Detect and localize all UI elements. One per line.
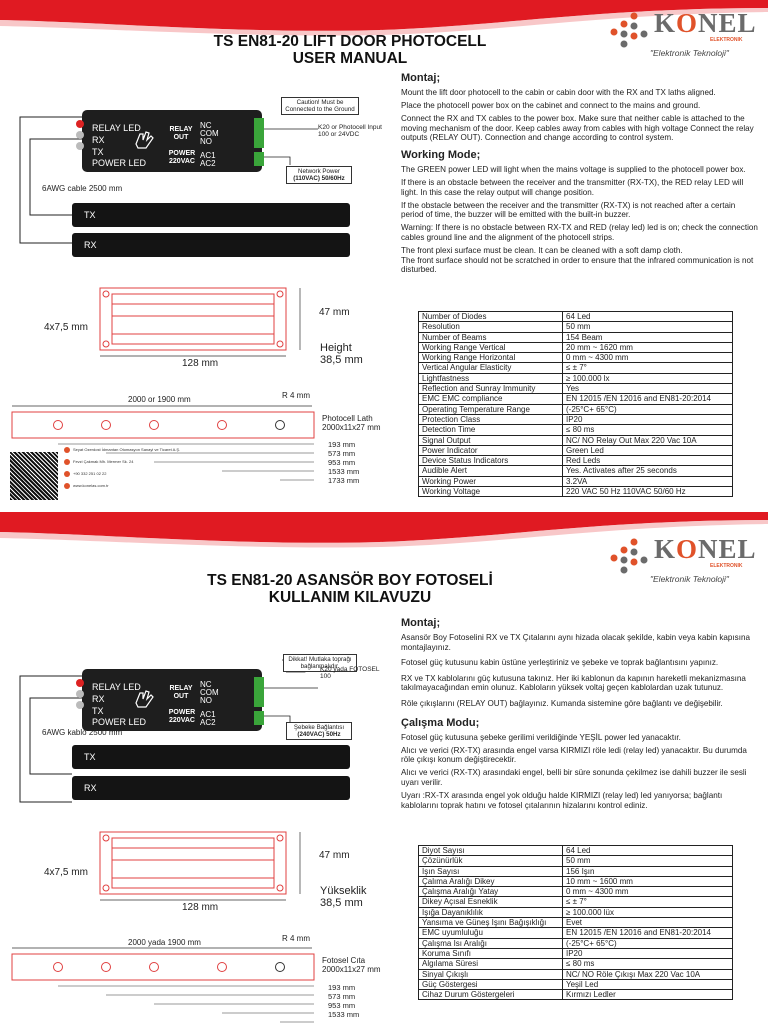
offset-1533: 1533 mm: [328, 1010, 360, 1019]
spec-value-cell: EN 12015 /EN 12016 and EN81-20:2014: [563, 394, 733, 404]
spec-value-cell: Yes. Activates after 25 seconds: [563, 466, 733, 476]
ac2-label: AC2: [200, 718, 216, 727]
spec-name-cell: Güç Göstergesi: [419, 979, 563, 989]
table-row: [419, 979, 733, 989]
spec-name-cell: Reflection and Sunray Immunity: [419, 384, 563, 394]
spec-value-cell: ≤ 80 ms: [563, 425, 733, 435]
relay-led-label: RELAY LED: [92, 123, 141, 133]
table-row: [419, 856, 733, 866]
terminal-block-icon: [254, 677, 264, 725]
table-row: [419, 353, 733, 363]
table-row: [419, 414, 733, 424]
montaj-heading: Montaj;: [401, 72, 441, 84]
spec-value-cell: ≥ 100.000 lx: [563, 373, 733, 383]
width-label: 128 mm: [182, 902, 219, 913]
offset-1733: 1733 mm: [328, 476, 360, 485]
spec-table: [418, 845, 733, 1000]
table-row: [419, 487, 733, 497]
table-row: [419, 846, 733, 856]
offset-list: [328, 983, 359, 1019]
tx-bar: TX: [72, 745, 350, 769]
footer-company: Seyat Ozerdost İdmantan Otomasyon Sanayi ve Ticaret A.Ş.: [64, 447, 218, 453]
spec-value-cell: NC/ NO Relay Out Max 220 Vac 10A: [563, 435, 733, 445]
offset-953: 953 mm: [328, 1001, 356, 1010]
spec-value-cell: 0 mm ~ 4300 mm: [563, 887, 733, 897]
page-title: [200, 33, 500, 67]
table-row: [419, 404, 733, 414]
paragraph: Alıcı ve verici (RX-TX) arasındaki engel, belli bir süre sonunda çekilmez ise dahili buzzer ile sesli uyarı verilir.: [401, 768, 747, 787]
hole-size-label: 4x7,5 mm: [44, 322, 88, 333]
paragraph: The front plexi surface must be clean. It can be cleaned with a soft damp cloth.: [401, 246, 683, 256]
spec-name-cell: Lightfastness: [419, 373, 563, 383]
spec-value-cell: ≥ 100.000 lüx: [563, 907, 733, 917]
spec-value-cell: 10 mm ~ 1600 mm: [563, 876, 733, 886]
title-line-2: KULLANIM KILAVUZU: [268, 589, 432, 606]
tx-label: TX: [92, 706, 104, 716]
logo-dots-icon: [604, 10, 650, 50]
spec-value-cell: 20 mm ~ 1620 mm: [563, 342, 733, 352]
network-power-box: [286, 722, 352, 740]
depth-label: 47 mm: [319, 307, 350, 318]
table-row: [419, 969, 733, 979]
network-power-label: Şebeke Bağlantısı: [293, 724, 345, 731]
table-row: [419, 476, 733, 486]
spec-value-cell: 50 mm: [563, 856, 733, 866]
spec-value-cell: Yeşil Led: [563, 979, 733, 989]
radius-label: R 4 mm: [282, 391, 310, 400]
connector-leds-icon: [72, 677, 86, 713]
paragraph: The GREEN power LED will light when the mains voltage is supplied to the photocell power box.: [401, 164, 746, 174]
working-mode-heading: Çalışma Modu;: [401, 716, 480, 729]
spec-name-cell: Number of Diodes: [419, 312, 563, 322]
table-row: [419, 990, 733, 1000]
table-row: [419, 363, 733, 373]
no-label: NO: [200, 696, 212, 705]
spec-name-cell: Diyot Sayısı: [419, 846, 563, 856]
paragraph: If there is an obstacle between the receiver and the transmitter (RX-TX), the RED relay LED will light. In this case the relay output will change position.: [401, 178, 744, 197]
table-row: [419, 907, 733, 917]
height-label: Height: [320, 342, 352, 354]
spec-value-cell: 50 mm: [563, 322, 733, 332]
paragraph: Fotosel güç kutusunu kabin üstüne yerleştiriniz ve şebeke ve toprak bağlantısını yapınız.: [401, 658, 719, 668]
table-row: [419, 887, 733, 897]
network-power-box: [286, 166, 352, 184]
controller-box: [82, 110, 262, 172]
paragraph: Röle çıkışlarını (RELAY OUT) bağlayınız. Kumanda sistemine göre bağlantı ve değişebilir.: [401, 698, 723, 708]
table-row: [419, 435, 733, 445]
spec-name-cell: Çözünürlük: [419, 856, 563, 866]
paragraph: Place the photocell power box on the cabinet and connect to the mains and ground.: [401, 101, 701, 111]
ac1-label: AC1: [200, 151, 216, 160]
spec-name-cell: Resolution: [419, 322, 563, 332]
spec-name-cell: Işığa Dayanıklılık: [419, 907, 563, 917]
box-dimension-drawing: [90, 284, 320, 364]
spec-value-cell: (-25°C+ 65°C): [563, 404, 733, 414]
spec-value-cell: IP20: [563, 414, 733, 424]
spec-name-cell: Working Power: [419, 476, 563, 486]
table-row: [419, 342, 733, 352]
lath-label-group: [322, 956, 381, 974]
konel-logo: [604, 534, 757, 594]
rx-label: RX: [92, 135, 105, 145]
spec-name-cell: Operating Temperature Range: [419, 404, 563, 414]
offset-573: 573 mm: [328, 992, 356, 1001]
title-line-2: USER MANUAL: [292, 50, 408, 67]
controller-box: [82, 669, 262, 731]
tx-label: TX: [92, 147, 104, 157]
spec-name-cell: Device Status Indicators: [419, 456, 563, 466]
spec-value-cell: ≤ 80 ms: [563, 959, 733, 969]
spec-name-cell: Detection Time: [419, 425, 563, 435]
table-row: [419, 928, 733, 938]
nc-label: NC: [200, 680, 212, 689]
company-footer: [64, 447, 218, 503]
logo-name: KONEL: [654, 8, 757, 38]
spec-name-cell: Yansıma ve Güneş Işını Bağışıklığı: [419, 918, 563, 928]
table-row: [419, 897, 733, 907]
title-line-1: TS EN81-20 LIFT DOOR PHOTOCELL: [213, 33, 487, 50]
radius-label: R 4 mm: [282, 934, 310, 943]
spec-name-cell: Number of Beams: [419, 332, 563, 342]
height-label: Yükseklik: [320, 885, 367, 897]
spec-name-cell: Working Voltage: [419, 487, 563, 497]
offset-193: 193 mm: [328, 440, 356, 449]
spec-value-cell: IP20: [563, 948, 733, 958]
paragraph: RX ve TX kablolarını güç kutusuna takınız. Her iki kablonun da kapının hareketli mekanizmasına takılmayacağından emin olunuz. Kabloların yüksek voltaj geçen kablolardan uzak tutunuz.: [401, 673, 746, 693]
spec-name-cell: Signal Output: [419, 435, 563, 445]
paragraph: Uyarı :RX-TX arasında engel yok olduğu halde KIRMIZI (relay led) led yanıyorsa; bağlantı kablolarını toprak hatını ve fotosel çıtalarının hizalarını kontrol ediniz.: [401, 791, 723, 810]
com-label: COM: [200, 688, 219, 697]
spec-value-cell: 0 mm ~ 4300 mm: [563, 353, 733, 363]
title-line-1: TS EN81-20 ASANSÖR BOY FOTOSELİ: [207, 572, 493, 589]
lath-length-label: 2000 or 1900 mm: [128, 395, 191, 404]
com-label: COM: [200, 129, 219, 138]
spec-value-cell: 220 VAC 50 Hz 110VAC 50/60 Hz: [563, 487, 733, 497]
offset-953: 953 mm: [328, 458, 356, 467]
paragraph: If the obstacle between the receiver and the transmitter (RX-TX) is not reached after a certain period of time, the buzzer will be emitted with the built-in buzzer.: [401, 200, 736, 220]
k20-label: K20 yada FOTOSEL 100: [320, 666, 380, 680]
spec-value-cell: Evet: [563, 918, 733, 928]
lath-size: 2000x11x27 mm: [322, 965, 381, 974]
spec-name-cell: EMC EMC compliance: [419, 394, 563, 404]
ground-warning: Dikkat! Mutlaka toprağı bağlanmalıdır.: [283, 654, 357, 672]
paragraph: Fotosel güç kutusuna şebeke gerilimi verildiğinde YEŞİL power led yanacaktır.: [401, 732, 681, 742]
table-row: [419, 384, 733, 394]
width-label: 128 mm: [182, 358, 219, 369]
spec-name-cell: Vertical Angular Elasticity: [419, 363, 563, 373]
relay-out-label: RELAY OUT: [169, 685, 193, 700]
logo-dots-icon: [604, 536, 650, 576]
nc-label: NC: [200, 121, 212, 130]
table-row: [419, 445, 733, 455]
spec-value-cell: 3.2VA: [563, 476, 733, 486]
terminal-block-icon: [254, 118, 264, 166]
power-led-label: POWER LED: [92, 158, 147, 168]
spec-value-cell: 154 Beam: [563, 332, 733, 342]
offset-573: 573 mm: [328, 449, 356, 458]
spec-name-cell: Sinyal Çıkışlı: [419, 969, 563, 979]
ground-warning: Caution! Must be Connected to the Ground: [281, 97, 359, 115]
rx-bar: RX: [72, 776, 350, 800]
hand-icon: [132, 687, 156, 711]
paragraph: Mount the lift door photocell to the cabin or cabin door with the RX and TX laths aligned.: [401, 88, 716, 97]
konel-logo: [604, 8, 757, 68]
spec-value-cell: Kırmızı Ledler: [563, 990, 733, 1000]
lath-size: 2000x11x27 mm: [322, 423, 381, 432]
logo-slogan: "Elektronik Teknoloji": [650, 48, 729, 58]
footer-phone: +90 332 251 02 22: [64, 471, 218, 477]
k20-label: K20 or Photocell Input 100 or 24VDC: [318, 124, 382, 138]
spec-name-cell: Çalışma Aralığı Yatay: [419, 887, 563, 897]
lath-label: Photocell Lath: [322, 414, 373, 423]
hand-icon: [132, 128, 156, 152]
working-mode-heading: Working Mode;: [401, 148, 481, 161]
network-power-value: (240VAC) 50Hz: [297, 731, 341, 738]
logo-sub: ELEKTRONIK: [710, 37, 743, 43]
spec-name-cell: Protection Class: [419, 414, 563, 424]
table-row: [419, 866, 733, 876]
power-220-label: POWER 220VAC: [168, 150, 196, 165]
table-row: [419, 466, 733, 476]
spec-value-cell: 64 Led: [563, 846, 733, 856]
offset-193: 193 mm: [328, 983, 356, 992]
qr-code-icon: [10, 452, 58, 500]
spec-value-cell: Yes: [563, 384, 733, 394]
instructions-column: [401, 72, 759, 278]
height-dimension: [320, 342, 363, 366]
power-led-label: POWER LED: [92, 717, 147, 727]
spec-value-cell: ≤ ± 7°: [563, 363, 733, 373]
lath-label: Fotosel Cıta: [322, 956, 366, 965]
cable-label: 6AWG kablo 2500 mm: [42, 728, 123, 737]
network-power-value: (110VAC) 50/60Hz: [293, 175, 345, 182]
spec-value-cell: (-25°C+ 65°C): [563, 938, 733, 948]
network-power-label: Network Power: [298, 168, 340, 175]
table-row: [419, 948, 733, 958]
paragraph: Warning: If there is no obstacle between RX-TX and RED (relay led) led is on; check the connection cables ground line and the alignment of the photocell strips.: [401, 223, 758, 243]
spec-value-cell: 156 Işın: [563, 866, 733, 876]
spec-value-cell: ≤ ± 7°: [563, 897, 733, 907]
spec-name-cell: Dikey Açısal Esneklik: [419, 897, 563, 907]
table-row: [419, 456, 733, 466]
spec-name-cell: Audible Alert: [419, 466, 563, 476]
spec-name-cell: Working Range Horizontal: [419, 353, 563, 363]
ac1-label: AC1: [200, 710, 216, 719]
table-row: [419, 938, 733, 948]
depth-label: 47 mm: [319, 850, 350, 861]
footer-web: www.konelas.com.tr: [64, 483, 218, 489]
height-value: 38,5 mm: [320, 897, 363, 909]
spec-value-cell: Green Led: [563, 445, 733, 455]
footer-address: Fevzi Çakmak Mh. Mermer Sk. 24: [64, 459, 218, 465]
offset-list: [328, 440, 359, 485]
spec-name-cell: EMC uyumluluğu: [419, 928, 563, 938]
table-row: [419, 425, 733, 435]
table-row: [419, 373, 733, 383]
no-label: NO: [200, 137, 212, 146]
rx-bar: RX: [72, 233, 350, 257]
lath-drawing: [8, 946, 318, 1024]
spec-value-cell: NC/ NO Röle Çıkışı Max 220 Vac 10A: [563, 969, 733, 979]
height-dimension: [320, 885, 366, 909]
spec-name-cell: Working Range Vertical: [419, 342, 563, 352]
table-row: [419, 394, 733, 404]
montaj-heading: Montaj;: [401, 617, 441, 629]
spec-table: [418, 311, 733, 497]
relay-out-label: RELAY OUT: [169, 126, 193, 141]
spec-value-cell: 64 Led: [563, 312, 733, 322]
hole-size-label: 4x7,5 mm: [44, 867, 88, 878]
spec-value-cell: EN 12015 /EN 12016 and EN81-20:2014: [563, 928, 733, 938]
box-dimension-drawing: [90, 828, 320, 908]
rx-label: RX: [92, 694, 105, 704]
offset-1533: 1533 mm: [328, 467, 360, 476]
cable-label: 6AWG cable 2500 mm: [42, 184, 123, 193]
table-row: [419, 876, 733, 886]
spec-name-cell: Cihaz Durum Göstergeleri: [419, 990, 563, 1000]
manual-page-tr: [0, 512, 768, 1024]
relay-led-label: RELAY LED: [92, 682, 141, 692]
paragraph: Connect the RX and TX cables to the power box. Make sure that neither cable is attached to the moving mechanism of the door. Keep cables away from cables with high voltage Connect the relay outputs (RELAY OUT). Connection and change according to control system.: [401, 114, 754, 143]
connector-leds-icon: [72, 118, 86, 154]
table-row: [419, 918, 733, 928]
table-row: [419, 959, 733, 969]
paragraph: Alıcı ve verici (RX-TX) arasında engel varsa KIRMIZI röle ledi (relay led) yanacaktır. Bu durumda röle çıkışı konum değiştirecektir.: [401, 745, 747, 765]
spec-name-cell: Işın Sayısı: [419, 866, 563, 876]
logo-sub: ELEKTRONIK: [710, 563, 743, 569]
lath-length-label: 2000 yada 1900 mm: [128, 938, 201, 947]
lath-label-group: [322, 414, 381, 432]
spec-value-cell: Red Leds: [563, 456, 733, 466]
table-row: [419, 332, 733, 342]
paragraph: Asansör Boy Fotoselini RX ve TX Çıtalarını aynı hizada olacak şekilde, kabin veya kabin kapısına montajlayınız.: [401, 633, 750, 652]
height-value: 38,5 mm: [320, 354, 363, 366]
logo-slogan: "Elektronik Teknoloji": [650, 574, 729, 584]
spec-name-cell: Koruma Sınıfı: [419, 948, 563, 958]
page-title: [200, 572, 500, 606]
paragraph: The front surface should not be scratched in order to ensure that the infrared communication is not disturbed.: [401, 255, 754, 275]
spec-name-cell: Power Indicator: [419, 445, 563, 455]
ac2-label: AC2: [200, 159, 216, 168]
spec-name-cell: Çalıma Aralığı Dikey: [419, 876, 563, 886]
logo-name: KONEL: [654, 534, 757, 564]
power-220-label: POWER 220VAC: [168, 709, 196, 724]
spec-name-cell: Çalışma Isı Aralığı: [419, 938, 563, 948]
instructions-column: [401, 617, 759, 814]
spec-name-cell: Algılama Süresi: [419, 959, 563, 969]
table-row: [419, 312, 733, 322]
table-row: [419, 322, 733, 332]
tx-bar: TX: [72, 203, 350, 227]
